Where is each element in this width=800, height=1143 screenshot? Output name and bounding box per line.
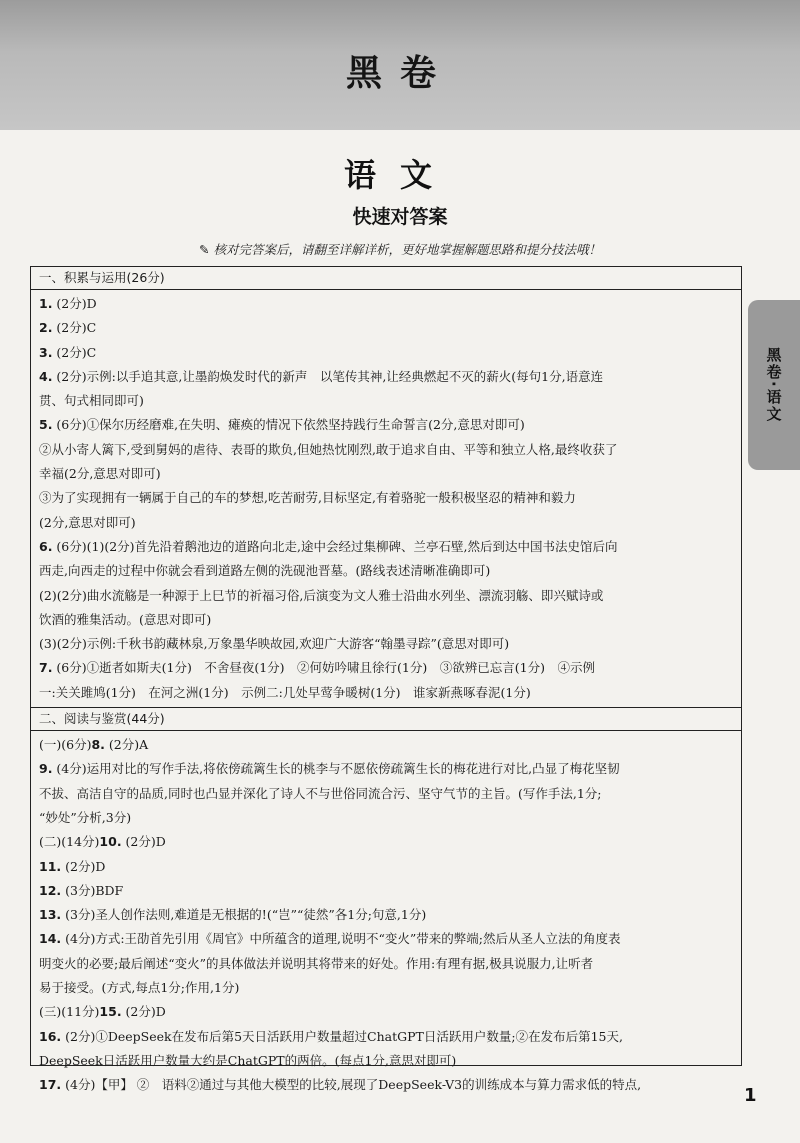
answer-line [39, 389, 735, 413]
answer-line [39, 952, 735, 976]
answer-text: (2分)①DeepSeek在发布后第5天日活跃用户数量超过ChatGPT日活跃用户数量;②在发布后第15天, [61, 1028, 623, 1044]
answer-box [30, 266, 742, 1093]
answer-line [39, 733, 735, 757]
answer-text: 易于接受。(方式,每点1分;作用,1分) [39, 980, 240, 996]
answer-line [39, 292, 735, 316]
answer-text: (3分)BDF [61, 882, 124, 898]
page-number: 1 [744, 1085, 757, 1106]
subject-title: 语文 [343, 156, 456, 194]
answer-text: ②从小寄人篱下,受到舅妈的虐待、表哥的欺负,但她热忱刚烈,敢于追求自由、平等和独立人格,最终收获了 [39, 441, 618, 457]
answer-line [39, 632, 735, 656]
answer-line [39, 365, 735, 389]
question-number: 2. [39, 320, 53, 336]
answer-line [39, 656, 735, 680]
answer-text: 不拔、高洁自守的品质,同时也凸显并深化了诗人不与世俗同流合污、坚守气节的主旨。(写作手法,1分; [39, 785, 602, 801]
note-text: 核对完答案后，请翻至详解详析，更好地掌握解题思路和提分技法哦！ [213, 242, 601, 257]
answer-text: (4分)运用对比的写作手法,将依傍疏篱生长的桃李与不愿依傍疏篱生长的梅花进行对比,凸显了梅花坚韧 [52, 761, 620, 777]
answer-line [39, 511, 735, 535]
question-number: 9. [39, 761, 53, 777]
answer-line [39, 608, 735, 632]
answer-text: (6分)①逝者如斯夫(1分) 不舍昼夜(1分) ②何妨吟啸且徐行(1分) ③欲辨已忘言(1分) ④示例 [52, 660, 595, 676]
answer-line [39, 584, 735, 608]
instruction-note [0, 240, 800, 258]
answer-text: 明变火的必要;最后阐述“变火”的具体做法并说明其将带来的好处。作用:有理有据,极具说服力,让听者 [39, 955, 594, 971]
section-lines [39, 733, 735, 1097]
question-number: 12. [39, 882, 62, 898]
question-number: 10. [99, 834, 122, 850]
answer-line [39, 903, 735, 927]
answer-text: (2分)D [52, 296, 97, 311]
answer-text: (二)(14分) [39, 834, 100, 850]
answer-line [39, 341, 735, 365]
answer-text: (2分)C [52, 320, 97, 336]
answer-text: (4分)方式:王劭首先引用《周官》中所蕴含的道理,说明不“变火”带来的弊端;然后从圣人立法的角度表 [61, 931, 621, 947]
question-number: 13. [39, 907, 62, 923]
pen-icon: ✎ [199, 242, 210, 257]
answer-text: “妙处”分析,3分) [39, 809, 132, 825]
answer-line [39, 782, 735, 806]
answer-text: (2分,意思对即可) [39, 514, 136, 530]
question-number: 14. [39, 931, 62, 947]
answer-line [39, 413, 735, 437]
section-title: 二、阅读与鉴赏(44分) [31, 708, 741, 731]
answer-line [39, 438, 735, 462]
answer-text: (6分)①保尔历经磨难,在失明、瘫痪的情况下依然坚持践行生命誓言(2分,意思对即可) [52, 417, 525, 433]
answer-text: 饮酒的雅集活动。(意思对即可) [39, 611, 212, 627]
question-number: 4. [39, 368, 53, 384]
answer-text: (2分)D [121, 834, 166, 850]
question-number: 16. [39, 1028, 62, 1044]
question-number: 6. [39, 538, 53, 554]
answer-text: (2)(2分)曲水流觞是一种源于上巳节的祈福习俗,后演变为文人雅士沿曲水列坐、漂流羽觞、即兴赋诗或 [39, 587, 604, 603]
answer-text: 一:关关雎鸠(1分) 在河之洲(1分) 示例二:几处早莺争暖树(1分) 谁家新燕啄春泥(1分) [39, 684, 531, 700]
section-title: 一、积累与运用(26分) [31, 267, 741, 290]
header-title: 黑卷 [345, 53, 454, 94]
question-number: 15. [99, 1004, 122, 1020]
answer-line [39, 830, 735, 854]
question-number: 8. [91, 737, 105, 753]
section-lines [39, 292, 735, 705]
section-reading [31, 708, 741, 1099]
answer-text: (三)(11分) [39, 1004, 100, 1020]
answer-line [39, 927, 735, 951]
answer-text: (2分)A [104, 737, 149, 753]
answer-text: (3分)圣人创作法则,难道是无根据的!(“岂”“徒然”各1分;句意,1分) [61, 907, 427, 923]
answer-line [39, 1000, 735, 1024]
answer-line [39, 757, 735, 781]
answer-text: (2分)C [52, 344, 97, 360]
answer-line [39, 879, 735, 903]
question-number: 11. [39, 858, 62, 874]
answer-line [39, 681, 735, 705]
answer-line [39, 1073, 735, 1097]
answer-line [39, 806, 735, 830]
answer-text: (2分)D [61, 858, 106, 874]
question-number: 3. [39, 344, 53, 360]
answer-text: 贯、句式相同即可) [39, 393, 144, 409]
answer-text: (2分)示例:以手追其意,让墨韵焕发时代的新声 以笔传其神,让经典燃起不灭的薪火(每句1分,语意连 [52, 368, 604, 384]
question-number: 7. [39, 660, 53, 676]
answer-text: DeepSeek日活跃用户数量大约是ChatGPT的两倍。(每点1分,意思对即可) [39, 1052, 457, 1068]
answer-line [39, 486, 735, 510]
question-number: 1. [39, 296, 53, 311]
answer-line [39, 1049, 735, 1073]
answer-line [39, 462, 735, 486]
question-number: 5. [39, 417, 53, 433]
answer-text: (2分)D [121, 1004, 166, 1020]
answer-text: 幸福(2分,意思对即可) [39, 466, 161, 482]
subtitle: 快速对答案 [352, 206, 448, 228]
answer-text: (一)(6分) [39, 737, 92, 753]
side-tab-label: 黑卷·语文 [764, 347, 783, 423]
answer-text: 西走,向西走的过程中你就会看到道路左侧的洗砚池晋墓。(路线表述清晰准确即可) [39, 563, 491, 579]
answer-line [39, 976, 735, 1000]
question-number: 17. [39, 1077, 62, 1093]
section-accumulation [31, 267, 741, 708]
answer-line [39, 559, 735, 583]
answer-text: (3)(2分)示例:千秋书韵藏林泉,万象墨华映故园,欢迎广大游客“翰墨寻踪”(意思对即可) [39, 636, 510, 652]
answer-line [39, 535, 735, 559]
answer-line [39, 855, 735, 879]
side-tab [748, 300, 800, 470]
answer-line [39, 1025, 735, 1049]
answer-line [39, 316, 735, 340]
answer-text: (4分)【甲】 ② 语料②通过与其他大模型的比较,展现了DeepSeek-V3的训练成本与算力需求低的特点, [61, 1077, 642, 1093]
answer-text: ③为了实现拥有一辆属于自己的车的梦想,吃苦耐劳,目标坚定,有着骆驼一般积极坚忍的精神和毅力 [39, 490, 576, 506]
answer-text: (6分)(1)(2分)首先沿着鹅池边的道路向北走,途中会经过集柳碑、兰亭石壁,然后到达中国书法史馆后向 [52, 538, 618, 554]
